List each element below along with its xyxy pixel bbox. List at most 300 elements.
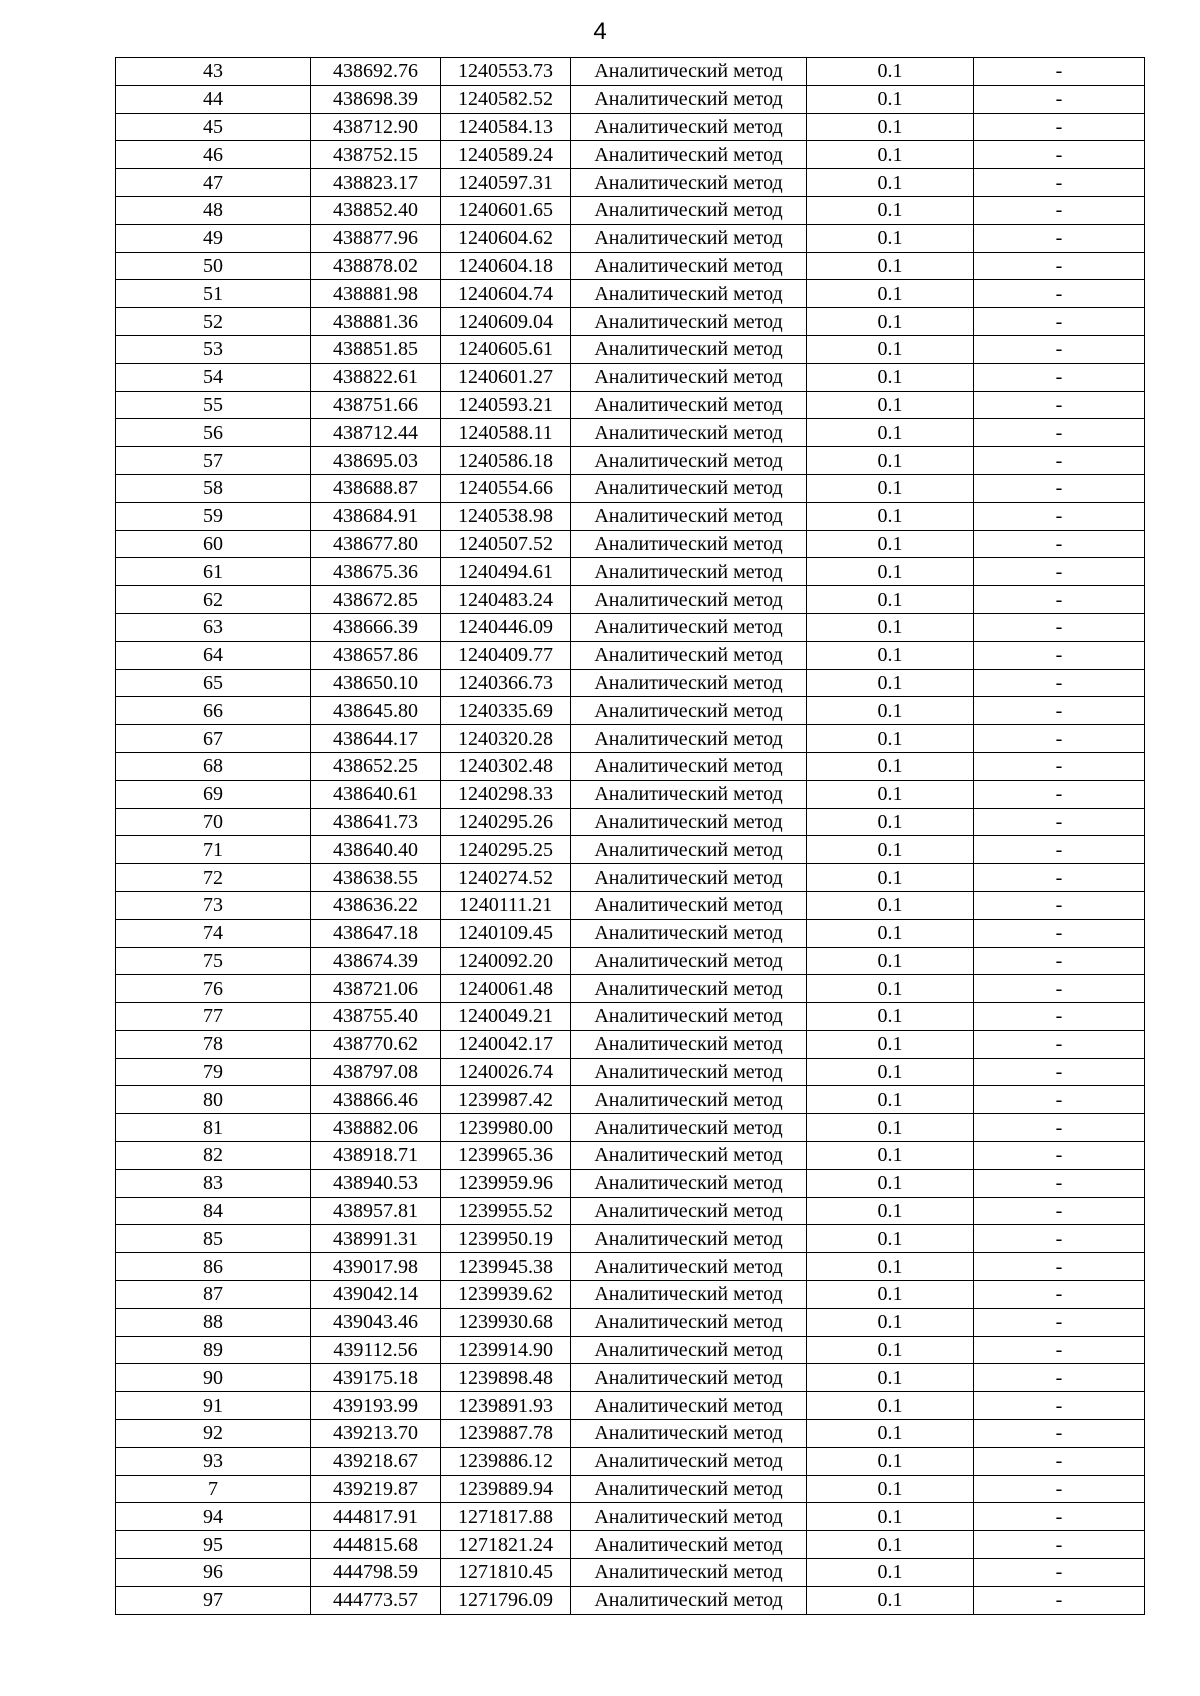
point-number-cell: 53 [116,335,311,363]
table-row [116,391,1145,419]
x-coordinate-cell: 438822.61 [311,363,441,391]
method-cell: Аналитический метод [571,363,807,391]
accuracy-cell: 0.1 [807,1030,974,1058]
accuracy-cell: 0.1 [807,308,974,336]
x-coordinate-cell: 438698.39 [311,85,441,113]
description-cell: - [974,1392,1145,1420]
point-number-cell: 51 [116,280,311,308]
y-coordinate-cell: 1239886.12 [441,1447,571,1475]
table-row [116,196,1145,224]
description-cell: - [974,808,1145,836]
x-coordinate-cell: 438645.80 [311,697,441,725]
accuracy-cell: 0.1 [807,641,974,669]
point-number-cell: 74 [116,919,311,947]
method-cell: Аналитический метод [571,919,807,947]
x-coordinate-cell: 438823.17 [311,169,441,197]
point-number-cell: 69 [116,780,311,808]
table-row [116,891,1145,919]
y-coordinate-cell: 1240538.98 [441,502,571,530]
table-row [116,363,1145,391]
accuracy-cell: 0.1 [807,363,974,391]
description-cell: - [974,725,1145,753]
table-row [116,641,1145,669]
method-cell: Аналитический метод [571,1308,807,1336]
x-coordinate-cell: 438644.17 [311,725,441,753]
accuracy-cell: 0.1 [807,669,974,697]
table-row [116,1281,1145,1309]
accuracy-cell: 0.1 [807,864,974,892]
accuracy-cell: 0.1 [807,335,974,363]
table-row [116,1586,1145,1614]
description-cell: - [974,919,1145,947]
point-number-cell: 54 [116,363,311,391]
method-cell: Аналитический метод [571,141,807,169]
y-coordinate-cell: 1239987.42 [441,1086,571,1114]
table-row [116,780,1145,808]
method-cell: Аналитический метод [571,169,807,197]
x-coordinate-cell: 438712.44 [311,419,441,447]
point-number-cell: 95 [116,1531,311,1559]
table-row [116,1447,1145,1475]
y-coordinate-cell: 1240609.04 [441,308,571,336]
x-coordinate-cell: 439042.14 [311,1281,441,1309]
method-cell: Аналитический метод [571,224,807,252]
description-cell: - [974,780,1145,808]
method-cell: Аналитический метод [571,1030,807,1058]
method-cell: Аналитический метод [571,1586,807,1614]
method-cell: Аналитический метод [571,1336,807,1364]
table-row [116,419,1145,447]
table-row [116,1308,1145,1336]
description-cell: - [974,85,1145,113]
x-coordinate-cell: 438692.76 [311,58,441,86]
description-cell: - [974,1114,1145,1142]
table-row [116,113,1145,141]
y-coordinate-cell: 1239950.19 [441,1225,571,1253]
table-row [116,586,1145,614]
description-cell: - [974,891,1145,919]
table-row [116,280,1145,308]
x-coordinate-cell: 439112.56 [311,1336,441,1364]
x-coordinate-cell: 438940.53 [311,1169,441,1197]
method-cell: Аналитический метод [571,252,807,280]
accuracy-cell: 0.1 [807,85,974,113]
y-coordinate-cell: 1240601.65 [441,196,571,224]
point-number-cell: 56 [116,419,311,447]
method-cell: Аналитический метод [571,641,807,669]
method-cell: Аналитический метод [571,280,807,308]
y-coordinate-cell: 1239939.62 [441,1281,571,1309]
method-cell: Аналитический метод [571,1447,807,1475]
point-number-cell: 48 [116,196,311,224]
x-coordinate-cell: 438881.98 [311,280,441,308]
x-coordinate-cell: 438721.06 [311,975,441,1003]
description-cell: - [974,419,1145,447]
y-coordinate-cell: 1240553.73 [441,58,571,86]
table-row [116,1142,1145,1170]
table-row [116,1225,1145,1253]
accuracy-cell: 0.1 [807,1308,974,1336]
table-row [116,224,1145,252]
description-cell: - [974,1475,1145,1503]
x-coordinate-cell: 438712.90 [311,113,441,141]
table-row [116,669,1145,697]
x-coordinate-cell: 438851.85 [311,335,441,363]
method-cell: Аналитический метод [571,1142,807,1170]
method-cell: Аналитический метод [571,196,807,224]
accuracy-cell: 0.1 [807,1364,974,1392]
point-number-cell: 71 [116,836,311,864]
description-cell: - [974,641,1145,669]
y-coordinate-cell: 1240483.24 [441,586,571,614]
x-coordinate-cell: 438674.39 [311,947,441,975]
table-row [116,1030,1145,1058]
method-cell: Аналитический метод [571,474,807,502]
accuracy-cell: 0.1 [807,919,974,947]
point-number-cell: 52 [116,308,311,336]
y-coordinate-cell: 1240494.61 [441,558,571,586]
x-coordinate-cell: 438666.39 [311,613,441,641]
description-cell: - [974,975,1145,1003]
table-row [116,1169,1145,1197]
point-number-cell: 77 [116,1003,311,1031]
description-cell: - [974,169,1145,197]
description-cell: - [974,1447,1145,1475]
method-cell: Аналитический метод [571,1058,807,1086]
description-cell: - [974,1586,1145,1614]
description-cell: - [974,1281,1145,1309]
table-row [116,836,1145,864]
point-number-cell: 85 [116,1225,311,1253]
method-cell: Аналитический метод [571,113,807,141]
accuracy-cell: 0.1 [807,558,974,586]
method-cell: Аналитический метод [571,975,807,1003]
method-cell: Аналитический метод [571,1169,807,1197]
accuracy-cell: 0.1 [807,1281,974,1309]
x-coordinate-cell: 438677.80 [311,530,441,558]
table-row [116,919,1145,947]
accuracy-cell: 0.1 [807,1225,974,1253]
table-row [116,1420,1145,1448]
description-cell: - [974,252,1145,280]
x-coordinate-cell: 438957.81 [311,1197,441,1225]
description-cell: - [974,1030,1145,1058]
table-row [116,141,1145,169]
method-cell: Аналитический метод [571,752,807,780]
point-number-cell: 72 [116,864,311,892]
description-cell: - [974,864,1145,892]
y-coordinate-cell: 1239898.48 [441,1364,571,1392]
point-number-cell: 47 [116,169,311,197]
y-coordinate-cell: 1239914.90 [441,1336,571,1364]
description-cell: - [974,447,1145,475]
x-coordinate-cell: 438650.10 [311,669,441,697]
point-number-cell: 61 [116,558,311,586]
y-coordinate-cell: 1240446.09 [441,613,571,641]
x-coordinate-cell: 439213.70 [311,1420,441,1448]
accuracy-cell: 0.1 [807,697,974,725]
point-number-cell: 87 [116,1281,311,1309]
description-cell: - [974,1086,1145,1114]
table-row [116,1253,1145,1281]
description-cell: - [974,1336,1145,1364]
method-cell: Аналитический метод [571,613,807,641]
y-coordinate-cell: 1239945.38 [441,1253,571,1281]
point-number-cell: 55 [116,391,311,419]
y-coordinate-cell: 1240061.48 [441,975,571,1003]
table-row [116,697,1145,725]
accuracy-cell: 0.1 [807,1086,974,1114]
x-coordinate-cell: 438881.36 [311,308,441,336]
accuracy-cell: 0.1 [807,947,974,975]
table-row [116,58,1145,86]
method-cell: Аналитический метод [571,669,807,697]
table-row [116,1114,1145,1142]
accuracy-cell: 0.1 [807,447,974,475]
table-row [116,558,1145,586]
accuracy-cell: 0.1 [807,196,974,224]
method-cell: Аналитический метод [571,864,807,892]
y-coordinate-cell: 1239891.93 [441,1392,571,1420]
table-row [116,1003,1145,1031]
accuracy-cell: 0.1 [807,1503,974,1531]
point-number-cell: 88 [116,1308,311,1336]
accuracy-cell: 0.1 [807,1392,974,1420]
description-cell: - [974,502,1145,530]
x-coordinate-cell: 438640.40 [311,836,441,864]
point-number-cell: 59 [116,502,311,530]
description-cell: - [974,669,1145,697]
point-number-cell: 7 [116,1475,311,1503]
x-coordinate-cell: 438641.73 [311,808,441,836]
table-row [116,308,1145,336]
point-number-cell: 70 [116,808,311,836]
x-coordinate-cell: 438695.03 [311,447,441,475]
x-coordinate-cell: 438672.85 [311,586,441,614]
point-number-cell: 76 [116,975,311,1003]
point-number-cell: 49 [116,224,311,252]
point-number-cell: 81 [116,1114,311,1142]
accuracy-cell: 0.1 [807,1336,974,1364]
method-cell: Аналитический метод [571,1475,807,1503]
table-row [116,1503,1145,1531]
point-number-cell: 60 [116,530,311,558]
y-coordinate-cell: 1240302.48 [441,752,571,780]
method-cell: Аналитический метод [571,419,807,447]
table-row [116,1086,1145,1114]
description-cell: - [974,1503,1145,1531]
description-cell: - [974,335,1145,363]
y-coordinate-cell: 1240589.24 [441,141,571,169]
method-cell: Аналитический метод [571,335,807,363]
method-cell: Аналитический метод [571,1281,807,1309]
description-cell: - [974,196,1145,224]
x-coordinate-cell: 438640.61 [311,780,441,808]
x-coordinate-cell: 444817.91 [311,1503,441,1531]
table-row [116,975,1145,1003]
point-number-cell: 93 [116,1447,311,1475]
y-coordinate-cell: 1240295.26 [441,808,571,836]
x-coordinate-cell: 439175.18 [311,1364,441,1392]
point-number-cell: 84 [116,1197,311,1225]
table-row [116,335,1145,363]
point-number-cell: 68 [116,752,311,780]
method-cell: Аналитический метод [571,1253,807,1281]
x-coordinate-cell: 438770.62 [311,1030,441,1058]
method-cell: Аналитический метод [571,391,807,419]
point-number-cell: 67 [116,725,311,753]
accuracy-cell: 0.1 [807,1559,974,1587]
point-number-cell: 91 [116,1392,311,1420]
y-coordinate-cell: 1240320.28 [441,725,571,753]
accuracy-cell: 0.1 [807,586,974,614]
x-coordinate-cell: 438866.46 [311,1086,441,1114]
table-row [116,864,1145,892]
point-number-cell: 78 [116,1030,311,1058]
y-coordinate-cell: 1240366.73 [441,669,571,697]
x-coordinate-cell: 438991.31 [311,1225,441,1253]
y-coordinate-cell: 1240335.69 [441,697,571,725]
accuracy-cell: 0.1 [807,252,974,280]
description-cell: - [974,1142,1145,1170]
description-cell: - [974,474,1145,502]
method-cell: Аналитический метод [571,308,807,336]
accuracy-cell: 0.1 [807,1197,974,1225]
accuracy-cell: 0.1 [807,141,974,169]
method-cell: Аналитический метод [571,947,807,975]
description-cell: - [974,308,1145,336]
accuracy-cell: 0.1 [807,1475,974,1503]
y-coordinate-cell: 1239965.36 [441,1142,571,1170]
table-row [116,1364,1145,1392]
point-number-cell: 73 [116,891,311,919]
description-cell: - [974,1003,1145,1031]
x-coordinate-cell: 444815.68 [311,1531,441,1559]
accuracy-cell: 0.1 [807,836,974,864]
y-coordinate-cell: 1239930.68 [441,1308,571,1336]
y-coordinate-cell: 1240588.11 [441,419,571,447]
method-cell: Аналитический метод [571,558,807,586]
description-cell: - [974,1308,1145,1336]
description-cell: - [974,947,1145,975]
accuracy-cell: 0.1 [807,1531,974,1559]
y-coordinate-cell: 1271821.24 [441,1531,571,1559]
accuracy-cell: 0.1 [807,1447,974,1475]
y-coordinate-cell: 1240586.18 [441,447,571,475]
accuracy-cell: 0.1 [807,1253,974,1281]
description-cell: - [974,836,1145,864]
method-cell: Аналитический метод [571,1197,807,1225]
description-cell: - [974,141,1145,169]
point-number-cell: 79 [116,1058,311,1086]
y-coordinate-cell: 1240604.62 [441,224,571,252]
table-row [116,1392,1145,1420]
accuracy-cell: 0.1 [807,1169,974,1197]
description-cell: - [974,363,1145,391]
accuracy-cell: 0.1 [807,419,974,447]
method-cell: Аналитический метод [571,1503,807,1531]
y-coordinate-cell: 1240554.66 [441,474,571,502]
method-cell: Аналитический метод [571,808,807,836]
x-coordinate-cell: 444773.57 [311,1586,441,1614]
x-coordinate-cell: 438657.86 [311,641,441,669]
point-number-cell: 46 [116,141,311,169]
y-coordinate-cell: 1240582.52 [441,85,571,113]
x-coordinate-cell: 438882.06 [311,1114,441,1142]
description-cell: - [974,1197,1145,1225]
x-coordinate-cell: 438877.96 [311,224,441,252]
accuracy-cell: 0.1 [807,1058,974,1086]
method-cell: Аналитический метод [571,1364,807,1392]
y-coordinate-cell: 1240026.74 [441,1058,571,1086]
x-coordinate-cell: 438647.18 [311,919,441,947]
point-number-cell: 94 [116,1503,311,1531]
x-coordinate-cell: 438755.40 [311,1003,441,1031]
y-coordinate-cell: 1239955.52 [441,1197,571,1225]
description-cell: - [974,1253,1145,1281]
description-cell: - [974,391,1145,419]
y-coordinate-cell: 1271810.45 [441,1559,571,1587]
y-coordinate-cell: 1240049.21 [441,1003,571,1031]
table-row [116,613,1145,641]
method-cell: Аналитический метод [571,1003,807,1031]
point-number-cell: 66 [116,697,311,725]
y-coordinate-cell: 1240298.33 [441,780,571,808]
accuracy-cell: 0.1 [807,1003,974,1031]
point-number-cell: 90 [116,1364,311,1392]
accuracy-cell: 0.1 [807,1586,974,1614]
accuracy-cell: 0.1 [807,725,974,753]
point-number-cell: 80 [116,1086,311,1114]
y-coordinate-cell: 1240597.31 [441,169,571,197]
table-row [116,530,1145,558]
method-cell: Аналитический метод [571,1531,807,1559]
point-number-cell: 63 [116,613,311,641]
description-cell: - [974,558,1145,586]
x-coordinate-cell: 438684.91 [311,502,441,530]
accuracy-cell: 0.1 [807,169,974,197]
description-cell: - [974,1559,1145,1587]
method-cell: Аналитический метод [571,447,807,475]
accuracy-cell: 0.1 [807,808,974,836]
table-row [116,1058,1145,1086]
y-coordinate-cell: 1240109.45 [441,919,571,947]
y-coordinate-cell: 1240604.18 [441,252,571,280]
description-cell: - [974,697,1145,725]
description-cell: - [974,280,1145,308]
x-coordinate-cell: 438638.55 [311,864,441,892]
coordinates-table [115,57,1145,1615]
description-cell: - [974,1169,1145,1197]
y-coordinate-cell: 1239889.94 [441,1475,571,1503]
y-coordinate-cell: 1240409.77 [441,641,571,669]
accuracy-cell: 0.1 [807,391,974,419]
method-cell: Аналитический метод [571,1114,807,1142]
accuracy-cell: 0.1 [807,1114,974,1142]
table-row [116,502,1145,530]
point-number-cell: 64 [116,641,311,669]
x-coordinate-cell: 439219.87 [311,1475,441,1503]
x-coordinate-cell: 444798.59 [311,1559,441,1587]
point-number-cell: 89 [116,1336,311,1364]
y-coordinate-cell: 1240593.21 [441,391,571,419]
method-cell: Аналитический метод [571,891,807,919]
accuracy-cell: 0.1 [807,1142,974,1170]
x-coordinate-cell: 439017.98 [311,1253,441,1281]
accuracy-cell: 0.1 [807,58,974,86]
table-row [116,752,1145,780]
table-row [116,725,1145,753]
